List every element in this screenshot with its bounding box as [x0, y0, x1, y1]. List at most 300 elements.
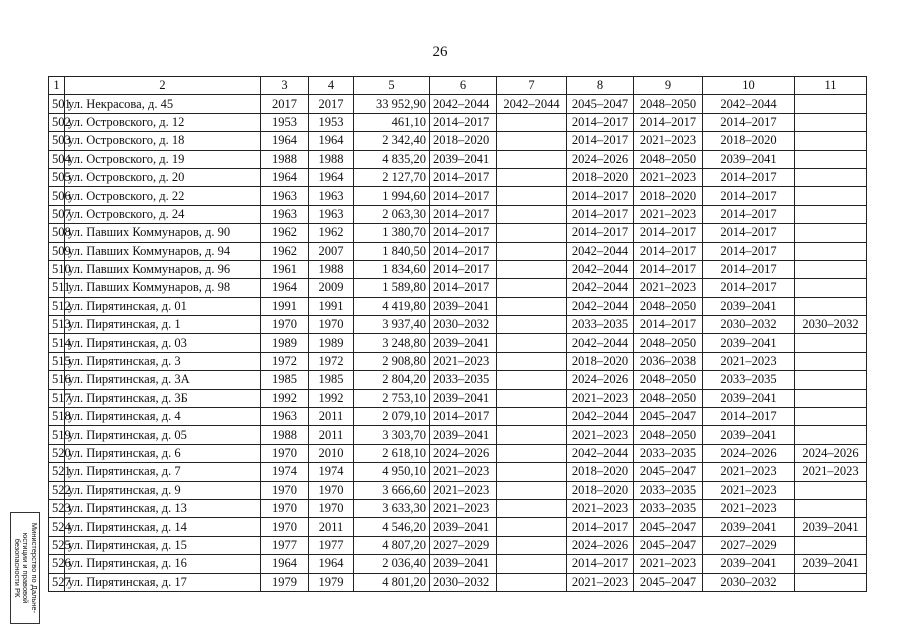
stamp-line: Министерство по Дальне-: [29, 522, 39, 614]
col9-period-cell: 2021–2023: [634, 279, 703, 297]
col7-period-cell: [497, 113, 567, 131]
table-row: [49, 463, 867, 481]
page-number: 26: [432, 44, 448, 60]
col9-period-cell: 2014–2017: [634, 242, 703, 260]
year-overhaul-cell: 1988: [309, 150, 354, 168]
roof-period-cell: 2039–2041: [430, 518, 497, 536]
col9-period-cell: 2018–2020: [634, 187, 703, 205]
year-built-cell: 1991: [261, 297, 309, 315]
roof-period-cell: 2014–2017: [430, 224, 497, 242]
col10-period-cell: 2039–2041: [703, 555, 795, 573]
address-cell: ул. Павших Коммунаров, д. 96: [65, 260, 261, 278]
col8-period-cell: 2024–2026: [567, 371, 634, 389]
col11-period-cell: [795, 536, 867, 554]
col7-period-cell: [497, 536, 567, 554]
col11-period-cell: [795, 242, 867, 260]
table-row: [49, 224, 867, 242]
year-overhaul-cell: 2011: [309, 408, 354, 426]
col10-period-cell: 2042–2044: [703, 95, 795, 113]
year-overhaul-cell: 2011: [309, 426, 354, 444]
col9-period-cell: 2045–2047: [634, 518, 703, 536]
row-number-cell: 512: [49, 297, 65, 315]
table-row: [49, 168, 867, 186]
col7-period-cell: [497, 168, 567, 186]
area-cell: 2 753,10: [354, 389, 430, 407]
year-built-cell: 1963: [261, 205, 309, 223]
area-cell: 1 380,70: [354, 224, 430, 242]
col8-period-cell: 2014–2017: [567, 205, 634, 223]
roof-period-cell: 2030–2032: [430, 573, 497, 591]
address-cell: ул. Пирятинская, д. 7: [65, 463, 261, 481]
area-cell: 4 419,80: [354, 297, 430, 315]
col8-period-cell: 2042–2044: [567, 279, 634, 297]
col10-period-cell: 2021–2023: [703, 352, 795, 370]
table-row: [49, 242, 867, 260]
year-overhaul-cell: 1972: [309, 352, 354, 370]
area-cell: 2 063,30: [354, 205, 430, 223]
col10-period-cell: 2039–2041: [703, 334, 795, 352]
col7-period-cell: [497, 371, 567, 389]
address-cell: ул. Пирятинская, д. 15: [65, 536, 261, 554]
year-built-cell: 1972: [261, 352, 309, 370]
col10-period-cell: 2021–2023: [703, 463, 795, 481]
area-cell: 461,10: [354, 113, 430, 131]
stamp-text: [12, 514, 38, 622]
table-row: [49, 95, 867, 113]
address-cell: ул. Некрасова, д. 45: [65, 95, 261, 113]
col9-period-cell: 2014–2017: [634, 224, 703, 242]
col7-period-cell: [497, 444, 567, 462]
col9-period-cell: 2014–2017: [634, 260, 703, 278]
area-cell: 1 840,50: [354, 242, 430, 260]
col11-period-cell: [795, 499, 867, 517]
year-built-cell: 1985: [261, 371, 309, 389]
roof-period-cell: 2014–2017: [430, 168, 497, 186]
col10-period-cell: 2024–2026: [703, 444, 795, 462]
area-cell: 2 804,20: [354, 371, 430, 389]
col7-period-cell: [497, 555, 567, 573]
area-cell: 1 834,60: [354, 260, 430, 278]
year-overhaul-cell: 1963: [309, 187, 354, 205]
col10-period-cell: 2033–2035: [703, 371, 795, 389]
roof-period-cell: 2021–2023: [430, 463, 497, 481]
col7-period-cell: [497, 426, 567, 444]
col11-period-cell: 2024–2026: [795, 444, 867, 462]
table-row: [49, 481, 867, 499]
roof-period-cell: 2014–2017: [430, 187, 497, 205]
area-cell: 2 618,10: [354, 444, 430, 462]
col11-period-cell: [795, 168, 867, 186]
address-cell: ул. Островского, д. 20: [65, 168, 261, 186]
table-row: [49, 187, 867, 205]
col9-period-cell: 2048–2050: [634, 297, 703, 315]
col9-period-cell: 2045–2047: [634, 536, 703, 554]
col11-period-cell: [795, 224, 867, 242]
year-overhaul-cell: 1962: [309, 224, 354, 242]
year-overhaul-cell: 1989: [309, 334, 354, 352]
col10-period-cell: 2014–2017: [703, 408, 795, 426]
column-number-row: [49, 77, 867, 95]
roof-period-cell: 2021–2023: [430, 352, 497, 370]
area-cell: 4 801,20: [354, 573, 430, 591]
col8-period-cell: 2018–2020: [567, 463, 634, 481]
col11-period-cell: [795, 95, 867, 113]
col8-period-cell: 2014–2017: [567, 132, 634, 150]
col11-period-cell: 2039–2041: [795, 555, 867, 573]
roof-period-cell: 2039–2041: [430, 555, 497, 573]
roof-period-cell: 2030–2032: [430, 316, 497, 334]
address-cell: ул. Пирятинская, д. 13: [65, 499, 261, 517]
row-number-cell: 508: [49, 224, 65, 242]
year-built-cell: 1988: [261, 426, 309, 444]
col10-period-cell: 2014–2017: [703, 242, 795, 260]
col10-period-cell: 2039–2041: [703, 518, 795, 536]
area-cell: 4 835,20: [354, 150, 430, 168]
row-number-cell: 511: [49, 279, 65, 297]
col9-period-cell: 2048–2050: [634, 95, 703, 113]
col11-period-cell: [795, 389, 867, 407]
table-row: [49, 316, 867, 334]
roof-period-cell: 2014–2017: [430, 408, 497, 426]
roof-period-cell: 2021–2023: [430, 481, 497, 499]
area-cell: 3 303,70: [354, 426, 430, 444]
year-overhaul-cell: 1979: [309, 573, 354, 591]
col7-period-cell: [497, 316, 567, 334]
col7-period-cell: [497, 518, 567, 536]
col9-period-cell: 2045–2047: [634, 463, 703, 481]
col8-period-cell: 2021–2023: [567, 499, 634, 517]
column-header: 2: [65, 77, 261, 95]
row-number-cell: 507: [49, 205, 65, 223]
col11-period-cell: [795, 371, 867, 389]
column-header: 1: [49, 77, 65, 95]
col10-period-cell: 2014–2017: [703, 205, 795, 223]
year-built-cell: 1970: [261, 518, 309, 536]
row-number-cell: 524: [49, 518, 65, 536]
roof-period-cell: 2024–2026: [430, 444, 497, 462]
year-overhaul-cell: 1985: [309, 371, 354, 389]
col10-period-cell: 2030–2032: [703, 573, 795, 591]
year-overhaul-cell: 1988: [309, 260, 354, 278]
col9-period-cell: 2036–2038: [634, 352, 703, 370]
year-built-cell: 1964: [261, 132, 309, 150]
ministry-stamp: [10, 512, 40, 624]
col7-period-cell: [497, 499, 567, 517]
area-cell: 1 994,60: [354, 187, 430, 205]
column-header: 6: [430, 77, 497, 95]
year-built-cell: 1964: [261, 555, 309, 573]
col10-period-cell: 2021–2023: [703, 499, 795, 517]
column-header: 7: [497, 77, 567, 95]
row-number-cell: 503: [49, 132, 65, 150]
year-built-cell: 1962: [261, 242, 309, 260]
area-cell: 1 589,80: [354, 279, 430, 297]
year-built-cell: 1963: [261, 187, 309, 205]
area-cell: 33 952,90: [354, 95, 430, 113]
col9-period-cell: 2048–2050: [634, 371, 703, 389]
area-cell: 3 633,30: [354, 499, 430, 517]
year-built-cell: 1964: [261, 279, 309, 297]
row-number-cell: 515: [49, 352, 65, 370]
roof-period-cell: 2021–2023: [430, 499, 497, 517]
col11-period-cell: [795, 205, 867, 223]
address-cell: ул. Пирятинская, д. 3Б: [65, 389, 261, 407]
address-cell: ул. Павших Коммунаров, д. 94: [65, 242, 261, 260]
roof-period-cell: 2039–2041: [430, 334, 497, 352]
row-number-cell: 504: [49, 150, 65, 168]
col7-period-cell: [497, 279, 567, 297]
col11-period-cell: [795, 426, 867, 444]
row-number-cell: 517: [49, 389, 65, 407]
row-number-cell: 526: [49, 555, 65, 573]
col10-period-cell: 2014–2017: [703, 113, 795, 131]
col9-period-cell: 2021–2023: [634, 132, 703, 150]
col8-period-cell: 2021–2023: [567, 389, 634, 407]
column-header: 9: [634, 77, 703, 95]
col8-period-cell: 2014–2017: [567, 187, 634, 205]
row-number-cell: 521: [49, 463, 65, 481]
row-number-cell: 510: [49, 260, 65, 278]
area-cell: 4 950,10: [354, 463, 430, 481]
table-row: [49, 408, 867, 426]
col9-period-cell: 2021–2023: [634, 555, 703, 573]
col10-period-cell: 2014–2017: [703, 187, 795, 205]
year-built-cell: 1979: [261, 573, 309, 591]
table-row: [49, 260, 867, 278]
year-overhaul-cell: 2010: [309, 444, 354, 462]
year-overhaul-cell: 2017: [309, 95, 354, 113]
address-cell: ул. Пирятинская, д. 3А: [65, 371, 261, 389]
column-header: 10: [703, 77, 795, 95]
col8-period-cell: 2045–2047: [567, 95, 634, 113]
col10-period-cell: 2014–2017: [703, 279, 795, 297]
col7-period-cell: [497, 132, 567, 150]
roof-period-cell: 2042–2044: [430, 95, 497, 113]
row-number-cell: 518: [49, 408, 65, 426]
col11-period-cell: [795, 150, 867, 168]
col10-period-cell: 2018–2020: [703, 132, 795, 150]
col7-period-cell: [497, 352, 567, 370]
col8-period-cell: 2042–2044: [567, 408, 634, 426]
year-overhaul-cell: 2007: [309, 242, 354, 260]
col7-period-cell: [497, 242, 567, 260]
roof-period-cell: 2039–2041: [430, 297, 497, 315]
table-row: [49, 279, 867, 297]
roof-period-cell: 2014–2017: [430, 113, 497, 131]
roof-period-cell: 2039–2041: [430, 150, 497, 168]
year-overhaul-cell: 1970: [309, 481, 354, 499]
row-number-cell: 509: [49, 242, 65, 260]
year-overhaul-cell: 1977: [309, 536, 354, 554]
col11-period-cell: [795, 352, 867, 370]
year-built-cell: 1964: [261, 168, 309, 186]
col8-period-cell: 2021–2023: [567, 426, 634, 444]
year-built-cell: 1962: [261, 224, 309, 242]
address-cell: ул. Островского, д. 19: [65, 150, 261, 168]
col8-period-cell: 2042–2044: [567, 297, 634, 315]
col7-period-cell: [497, 463, 567, 481]
row-number-cell: 502: [49, 113, 65, 131]
row-number-cell: 527: [49, 573, 65, 591]
column-header: 3: [261, 77, 309, 95]
col9-period-cell: 2045–2047: [634, 573, 703, 591]
col11-period-cell: [795, 132, 867, 150]
roof-period-cell: 2027–2029: [430, 536, 497, 554]
col7-period-cell: [497, 224, 567, 242]
col7-period-cell: [497, 150, 567, 168]
area-cell: 3 248,80: [354, 334, 430, 352]
row-number-cell: 520: [49, 444, 65, 462]
year-overhaul-cell: 1964: [309, 132, 354, 150]
year-overhaul-cell: 1963: [309, 205, 354, 223]
col10-period-cell: 2039–2041: [703, 297, 795, 315]
col7-period-cell: 2042–2044: [497, 95, 567, 113]
area-cell: 4 546,20: [354, 518, 430, 536]
row-number-cell: 501: [49, 95, 65, 113]
year-built-cell: 1970: [261, 481, 309, 499]
col9-period-cell: 2048–2050: [634, 389, 703, 407]
col11-period-cell: [795, 481, 867, 499]
col11-period-cell: [795, 573, 867, 591]
col8-period-cell: 2014–2017: [567, 555, 634, 573]
col10-period-cell: 2027–2029: [703, 536, 795, 554]
table-row: [49, 113, 867, 131]
col11-period-cell: [795, 187, 867, 205]
year-built-cell: 1989: [261, 334, 309, 352]
column-header: 11: [795, 77, 867, 95]
address-cell: ул. Пирятинская, д. 4: [65, 408, 261, 426]
col8-period-cell: 2018–2020: [567, 481, 634, 499]
col9-period-cell: 2048–2050: [634, 150, 703, 168]
address-cell: ул. Островского, д. 18: [65, 132, 261, 150]
address-cell: ул. Павших Коммунаров, д. 90: [65, 224, 261, 242]
col8-period-cell: 2033–2035: [567, 316, 634, 334]
col8-period-cell: 2014–2017: [567, 224, 634, 242]
col9-period-cell: 2045–2047: [634, 408, 703, 426]
col8-period-cell: 2014–2017: [567, 518, 634, 536]
year-built-cell: 1961: [261, 260, 309, 278]
year-overhaul-cell: 1964: [309, 168, 354, 186]
year-built-cell: 2017: [261, 95, 309, 113]
table-row: [49, 334, 867, 352]
area-cell: 3 937,40: [354, 316, 430, 334]
col8-period-cell: 2018–2020: [567, 168, 634, 186]
address-cell: ул. Павших Коммунаров, д. 98: [65, 279, 261, 297]
table-row: [49, 371, 867, 389]
col7-period-cell: [497, 408, 567, 426]
col10-period-cell: 2039–2041: [703, 426, 795, 444]
col9-period-cell: 2021–2023: [634, 168, 703, 186]
col10-period-cell: 2014–2017: [703, 168, 795, 186]
housing-register-table: [48, 76, 867, 592]
col10-period-cell: 2030–2032: [703, 316, 795, 334]
table-row: [49, 150, 867, 168]
col10-period-cell: 2021–2023: [703, 481, 795, 499]
address-cell: ул. Пирятинская, д. 05: [65, 426, 261, 444]
col11-period-cell: [795, 279, 867, 297]
col8-period-cell: 2042–2044: [567, 444, 634, 462]
col8-period-cell: 2042–2044: [567, 260, 634, 278]
col11-period-cell: [795, 260, 867, 278]
col8-period-cell: 2024–2026: [567, 150, 634, 168]
address-cell: ул. Пирятинская, д. 1: [65, 316, 261, 334]
row-number-cell: 514: [49, 334, 65, 352]
year-built-cell: 1970: [261, 499, 309, 517]
roof-period-cell: 2014–2017: [430, 260, 497, 278]
roof-period-cell: 2039–2041: [430, 426, 497, 444]
table-row: [49, 555, 867, 573]
area-cell: 4 807,20: [354, 536, 430, 554]
year-overhaul-cell: 2011: [309, 518, 354, 536]
address-cell: ул. Пирятинская, д. 14: [65, 518, 261, 536]
row-number-cell: 516: [49, 371, 65, 389]
roof-period-cell: 2039–2041: [430, 389, 497, 407]
col9-period-cell: 2014–2017: [634, 316, 703, 334]
year-overhaul-cell: 1953: [309, 113, 354, 131]
col10-period-cell: 2014–2017: [703, 224, 795, 242]
col11-period-cell: [795, 113, 867, 131]
address-cell: ул. Пирятинская, д. 17: [65, 573, 261, 591]
area-cell: 2 127,70: [354, 168, 430, 186]
col9-period-cell: 2033–2035: [634, 444, 703, 462]
address-cell: ул. Пирятинская, д. 01: [65, 297, 261, 315]
table-row: [49, 132, 867, 150]
col8-period-cell: 2014–2017: [567, 113, 634, 131]
roof-period-cell: 2033–2035: [430, 371, 497, 389]
col9-period-cell: 2048–2050: [634, 334, 703, 352]
year-overhaul-cell: 1970: [309, 316, 354, 334]
table-row: [49, 444, 867, 462]
year-overhaul-cell: 1964: [309, 555, 354, 573]
col7-period-cell: [497, 297, 567, 315]
year-overhaul-cell: 1970: [309, 499, 354, 517]
col8-period-cell: 2042–2044: [567, 242, 634, 260]
col7-period-cell: [497, 187, 567, 205]
col8-period-cell: 2021–2023: [567, 573, 634, 591]
col7-period-cell: [497, 389, 567, 407]
address-cell: ул. Пирятинская, д. 6: [65, 444, 261, 462]
table-row: [49, 352, 867, 370]
col9-period-cell: 2014–2017: [634, 113, 703, 131]
col7-period-cell: [497, 481, 567, 499]
col10-period-cell: 2039–2041: [703, 389, 795, 407]
stamp-line: безопасности РК: [12, 538, 22, 598]
col7-period-cell: [497, 205, 567, 223]
area-cell: 3 666,60: [354, 481, 430, 499]
col7-period-cell: [497, 573, 567, 591]
col11-period-cell: [795, 408, 867, 426]
year-overhaul-cell: 1974: [309, 463, 354, 481]
col11-period-cell: [795, 297, 867, 315]
stamp-line: юстиции и правовой: [21, 532, 31, 604]
row-number-cell: 506: [49, 187, 65, 205]
col8-period-cell: 2018–2020: [567, 352, 634, 370]
address-cell: ул. Пирятинская, д. 16: [65, 555, 261, 573]
col10-period-cell: 2014–2017: [703, 260, 795, 278]
year-built-cell: 1963: [261, 408, 309, 426]
col11-period-cell: 2039–2041: [795, 518, 867, 536]
col9-period-cell: 2048–2050: [634, 426, 703, 444]
col11-period-cell: [795, 334, 867, 352]
year-built-cell: 1992: [261, 389, 309, 407]
col7-period-cell: [497, 334, 567, 352]
row-number-cell: 505: [49, 168, 65, 186]
table-body: [49, 95, 867, 592]
col11-period-cell: 2021–2023: [795, 463, 867, 481]
area-cell: 2 908,80: [354, 352, 430, 370]
address-cell: ул. Пирятинская, д. 03: [65, 334, 261, 352]
area-cell: 2 036,40: [354, 555, 430, 573]
